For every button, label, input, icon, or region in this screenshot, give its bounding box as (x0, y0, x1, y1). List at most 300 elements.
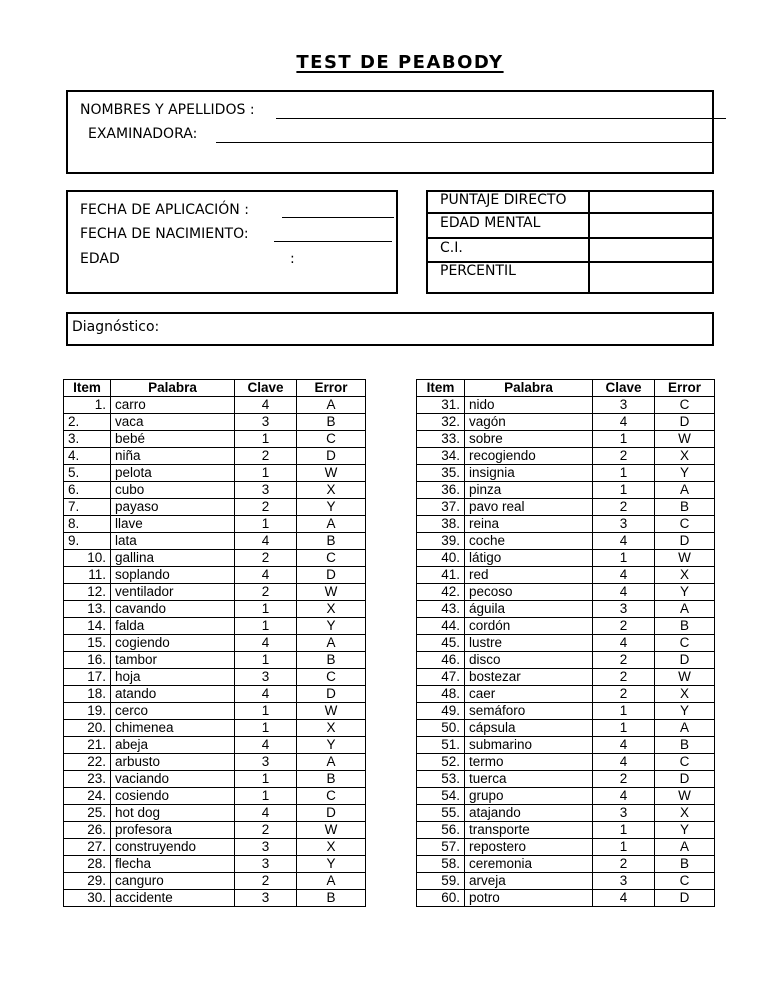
item-key: 4 (593, 890, 655, 907)
item-number: 19. (64, 703, 111, 720)
item-number: 45. (417, 635, 465, 652)
item-key: 4 (593, 414, 655, 431)
item-word: falda (111, 618, 235, 635)
item-word: profesora (111, 822, 235, 839)
item-word: látigo (465, 550, 593, 567)
item-number: 10. (64, 550, 111, 567)
item-error[interactable]: D (297, 567, 366, 584)
item-key: 1 (593, 839, 655, 856)
item-number: 26. (64, 822, 111, 839)
item-word: tambor (111, 652, 235, 669)
item-key: 2 (235, 550, 297, 567)
item-error[interactable]: Y (655, 584, 715, 601)
item-key: 3 (235, 856, 297, 873)
item-word: cubo (111, 482, 235, 499)
item-key: 1 (235, 516, 297, 533)
item-number: 35. (417, 465, 465, 482)
application-date-field[interactable] (282, 217, 394, 218)
item-error[interactable]: X (655, 567, 715, 584)
header-error: Error (297, 380, 366, 397)
item-word: pinza (465, 482, 593, 499)
item-word: insignia (465, 465, 593, 482)
item-number: 56. (417, 822, 465, 839)
item-error[interactable]: B (655, 737, 715, 754)
item-number: 39. (417, 533, 465, 550)
table-row (417, 856, 715, 873)
item-key: 1 (235, 465, 297, 482)
item-error[interactable]: D (297, 448, 366, 465)
item-word: ceremonia (465, 856, 593, 873)
item-error[interactable]: C (655, 516, 715, 533)
table-row (417, 839, 715, 856)
item-key: 4 (593, 533, 655, 550)
item-error[interactable]: C (297, 550, 366, 567)
item-number: 5. (64, 465, 111, 482)
item-word: recogiendo (465, 448, 593, 465)
table-row (64, 584, 366, 601)
item-error[interactable]: C (655, 873, 715, 890)
item-number: 28. (64, 856, 111, 873)
birth-date-label: FECHA DE NACIMIENTO: (80, 226, 249, 242)
item-error[interactable]: C (297, 669, 366, 686)
table-row (64, 499, 366, 516)
table-row (64, 635, 366, 652)
item-word: red (465, 567, 593, 584)
table-row (64, 720, 366, 737)
direct-score-label: PUNTAJE DIRECTO (440, 192, 567, 208)
item-number: 22. (64, 754, 111, 771)
table-header-row (64, 380, 366, 397)
age-label: EDAD (80, 251, 120, 267)
item-number: 59. (417, 873, 465, 890)
item-word: coche (465, 533, 593, 550)
item-number: 37. (417, 499, 465, 516)
item-key: 2 (235, 873, 297, 890)
item-number: 41. (417, 567, 465, 584)
item-error[interactable]: B (297, 771, 366, 788)
item-error[interactable]: X (297, 720, 366, 737)
table-row (417, 669, 715, 686)
table-row (417, 720, 715, 737)
item-error[interactable]: Y (655, 465, 715, 482)
table-row (64, 703, 366, 720)
table-row (64, 618, 366, 635)
item-word: niña (111, 448, 235, 465)
item-word: semáforo (465, 703, 593, 720)
item-error[interactable]: Y (655, 822, 715, 839)
table-row (64, 652, 366, 669)
item-error[interactable]: D (297, 686, 366, 703)
item-word: reina (465, 516, 593, 533)
table-row (64, 431, 366, 448)
item-number: 3. (64, 431, 111, 448)
table-row (64, 533, 366, 550)
item-key: 4 (593, 567, 655, 584)
table-row (417, 754, 715, 771)
item-word: payaso (111, 499, 235, 516)
item-number: 57. (417, 839, 465, 856)
table-row (417, 822, 715, 839)
item-key: 2 (593, 686, 655, 703)
item-number: 25. (64, 805, 111, 822)
table-row (417, 737, 715, 754)
diagnosis-box[interactable] (66, 312, 714, 346)
mental-age-label: EDAD MENTAL (440, 215, 541, 231)
item-word: cordón (465, 618, 593, 635)
item-number: 12. (64, 584, 111, 601)
ci-field[interactable] (592, 241, 710, 259)
item-error[interactable]: X (655, 686, 715, 703)
item-key: 3 (235, 839, 297, 856)
header-key: Clave (593, 380, 655, 397)
table-row (417, 499, 715, 516)
item-error[interactable]: W (297, 584, 366, 601)
item-number: 4. (64, 448, 111, 465)
item-key: 3 (593, 805, 655, 822)
item-key: 1 (235, 788, 297, 805)
table-row (64, 414, 366, 431)
item-error[interactable]: A (297, 516, 366, 533)
item-word: bebé (111, 431, 235, 448)
application-date-label: FECHA DE APLICACIÓN : (80, 202, 249, 218)
item-word: hoja (111, 669, 235, 686)
item-number: 47. (417, 669, 465, 686)
item-key: 4 (235, 397, 297, 414)
item-word: accidente (111, 890, 235, 907)
page-title: TEST DE PEABODY (296, 52, 504, 73)
item-error[interactable]: D (297, 805, 366, 822)
item-number: 20. (64, 720, 111, 737)
item-number: 7. (64, 499, 111, 516)
item-error[interactable]: A (297, 754, 366, 771)
item-key: 1 (235, 652, 297, 669)
item-error[interactable]: B (297, 533, 366, 550)
direct-score-field[interactable] (592, 194, 710, 210)
header-key: Clave (235, 380, 297, 397)
item-error[interactable]: A (297, 397, 366, 414)
item-number: 50. (417, 720, 465, 737)
item-key: 4 (593, 788, 655, 805)
item-word: lata (111, 533, 235, 550)
item-word: cerco (111, 703, 235, 720)
item-key: 2 (235, 499, 297, 516)
item-key: 3 (235, 754, 297, 771)
item-error[interactable]: B (297, 890, 366, 907)
item-key: 1 (235, 601, 297, 618)
table-row (417, 414, 715, 431)
item-number: 46. (417, 652, 465, 669)
item-word: vaciando (111, 771, 235, 788)
item-error[interactable]: D (655, 414, 715, 431)
header-item: Item (417, 380, 465, 397)
table-row (64, 788, 366, 805)
table-row (417, 635, 715, 652)
item-word: pelota (111, 465, 235, 482)
item-number: 6. (64, 482, 111, 499)
table-row (64, 873, 366, 890)
header-error: Error (655, 380, 715, 397)
item-key: 1 (593, 465, 655, 482)
item-number: 52. (417, 754, 465, 771)
table-row (417, 771, 715, 788)
item-number: 14. (64, 618, 111, 635)
item-error[interactable]: Y (297, 618, 366, 635)
item-error[interactable]: B (655, 618, 715, 635)
item-number: 9. (64, 533, 111, 550)
birth-date-field[interactable] (274, 241, 392, 242)
item-key: 2 (235, 584, 297, 601)
item-key: 3 (593, 601, 655, 618)
item-word: transporte (465, 822, 593, 839)
item-number: 15. (64, 635, 111, 652)
item-error[interactable]: D (655, 652, 715, 669)
item-key: 2 (593, 499, 655, 516)
item-word: atando (111, 686, 235, 703)
item-number: 42. (417, 584, 465, 601)
table-row (417, 516, 715, 533)
item-error[interactable]: B (297, 414, 366, 431)
item-key: 4 (593, 737, 655, 754)
item-key: 2 (235, 448, 297, 465)
item-error[interactable]: X (655, 448, 715, 465)
table-row (417, 482, 715, 499)
item-key: 4 (235, 805, 297, 822)
table-row (64, 601, 366, 618)
percentile-label: PERCENTIL (440, 263, 516, 279)
table-row (64, 448, 366, 465)
items-table-right (416, 379, 715, 907)
item-number: 13. (64, 601, 111, 618)
percentile-field[interactable] (592, 265, 710, 291)
age-field[interactable] (78, 292, 196, 293)
item-error[interactable]: W (297, 822, 366, 839)
item-key: 1 (593, 822, 655, 839)
age-colon: : (290, 251, 295, 267)
item-error[interactable]: B (655, 856, 715, 873)
table-row (64, 482, 366, 499)
item-error[interactable]: W (655, 550, 715, 567)
item-number: 24. (64, 788, 111, 805)
item-key: 1 (235, 771, 297, 788)
item-word: cápsula (465, 720, 593, 737)
item-error[interactable]: W (655, 788, 715, 805)
table-row (417, 652, 715, 669)
item-number: 33. (417, 431, 465, 448)
item-number: 32. (417, 414, 465, 431)
items-table-left (63, 379, 366, 907)
item-key: 2 (593, 618, 655, 635)
item-word: arbusto (111, 754, 235, 771)
item-key: 2 (593, 856, 655, 873)
table-row (417, 873, 715, 890)
item-key: 1 (593, 431, 655, 448)
item-key: 3 (593, 516, 655, 533)
item-key: 2 (593, 669, 655, 686)
header-item: Item (64, 380, 111, 397)
table-row (64, 567, 366, 584)
item-number: 38. (417, 516, 465, 533)
item-error[interactable]: Y (297, 856, 366, 873)
item-word: pavo real (465, 499, 593, 516)
item-error[interactable]: C (655, 754, 715, 771)
item-error[interactable]: A (655, 601, 715, 618)
item-number: 51. (417, 737, 465, 754)
item-number: 11. (64, 567, 111, 584)
item-word: flecha (111, 856, 235, 873)
table-row (417, 788, 715, 805)
table-row (417, 533, 715, 550)
scores-divider (588, 190, 590, 294)
table-row (64, 822, 366, 839)
item-error[interactable]: A (297, 873, 366, 890)
item-error[interactable]: W (297, 703, 366, 720)
table-row (417, 567, 715, 584)
scores-row-line (426, 212, 714, 214)
item-error[interactable]: B (297, 652, 366, 669)
item-word: hot dog (111, 805, 235, 822)
item-word: tuerca (465, 771, 593, 788)
item-key: 4 (593, 584, 655, 601)
item-key: 4 (235, 686, 297, 703)
table-row (64, 890, 366, 907)
item-error[interactable]: A (655, 720, 715, 737)
ci-label: C.I. (440, 240, 463, 256)
names-field[interactable] (276, 118, 726, 119)
item-number: 27. (64, 839, 111, 856)
item-number: 58. (417, 856, 465, 873)
item-key: 2 (593, 652, 655, 669)
item-error[interactable]: C (655, 397, 715, 414)
item-number: 54. (417, 788, 465, 805)
item-error[interactable]: D (655, 533, 715, 550)
item-error[interactable]: Y (297, 499, 366, 516)
table-row (64, 839, 366, 856)
examiner-field[interactable] (216, 142, 712, 143)
item-word: chimenea (111, 720, 235, 737)
item-error[interactable]: A (297, 635, 366, 652)
table-row (64, 771, 366, 788)
table-row (64, 550, 366, 567)
item-key: 2 (593, 448, 655, 465)
item-number: 1. (64, 397, 111, 414)
header-word: Palabra (465, 380, 593, 397)
item-error[interactable]: Y (297, 737, 366, 754)
names-label: NOMBRES Y APELLIDOS : (80, 102, 255, 118)
item-number: 48. (417, 686, 465, 703)
item-error[interactable]: C (655, 635, 715, 652)
item-number: 43. (417, 601, 465, 618)
item-error[interactable]: B (655, 499, 715, 516)
item-error[interactable]: X (655, 805, 715, 822)
diagnosis-label: Diagnóstico: (72, 319, 160, 335)
item-number: 23. (64, 771, 111, 788)
item-error[interactable]: Y (655, 703, 715, 720)
table-row (417, 584, 715, 601)
item-number: 30. (64, 890, 111, 907)
item-number: 36. (417, 482, 465, 499)
item-error[interactable]: X (297, 601, 366, 618)
item-word: abeja (111, 737, 235, 754)
item-word: caer (465, 686, 593, 703)
item-number: 8. (64, 516, 111, 533)
item-key: 1 (593, 703, 655, 720)
item-number: 29. (64, 873, 111, 890)
table-row (64, 669, 366, 686)
item-key: 1 (235, 618, 297, 635)
mental-age-field[interactable] (592, 216, 710, 234)
item-error[interactable]: X (297, 482, 366, 499)
item-word: cogiendo (111, 635, 235, 652)
item-key: 3 (593, 873, 655, 890)
item-key: 3 (235, 414, 297, 431)
table-row (417, 397, 715, 414)
item-word: potro (465, 890, 593, 907)
item-key: 1 (593, 482, 655, 499)
item-number: 16. (64, 652, 111, 669)
item-error[interactable]: C (297, 431, 366, 448)
item-key: 1 (235, 431, 297, 448)
item-word: lustre (465, 635, 593, 652)
item-error[interactable]: D (655, 771, 715, 788)
item-word: cosiendo (111, 788, 235, 805)
examiner-label: EXAMINADORA: (88, 126, 198, 142)
item-error[interactable]: X (297, 839, 366, 856)
item-word: cavando (111, 601, 235, 618)
item-error[interactable]: W (655, 431, 715, 448)
header-word: Palabra (111, 380, 235, 397)
table-row (64, 754, 366, 771)
item-word: vagón (465, 414, 593, 431)
item-word: bostezar (465, 669, 593, 686)
table-header-row (417, 380, 715, 397)
table-row (417, 465, 715, 482)
item-key: 4 (593, 754, 655, 771)
table-row (417, 431, 715, 448)
item-word: grupo (465, 788, 593, 805)
item-number: 44. (417, 618, 465, 635)
item-error[interactable]: A (655, 839, 715, 856)
item-word: canguro (111, 873, 235, 890)
item-key: 1 (593, 550, 655, 567)
item-word: atajando (465, 805, 593, 822)
item-word: sobre (465, 431, 593, 448)
item-error[interactable]: D (655, 890, 715, 907)
item-word: arveja (465, 873, 593, 890)
item-word: pecoso (465, 584, 593, 601)
item-word: termo (465, 754, 593, 771)
item-number: 49. (417, 703, 465, 720)
item-error[interactable]: W (655, 669, 715, 686)
table-row (417, 890, 715, 907)
item-error[interactable]: A (655, 482, 715, 499)
table-row (417, 448, 715, 465)
item-error[interactable]: W (297, 465, 366, 482)
item-number: 40. (417, 550, 465, 567)
item-error[interactable]: C (297, 788, 366, 805)
item-number: 18. (64, 686, 111, 703)
item-number: 34. (417, 448, 465, 465)
item-word: nido (465, 397, 593, 414)
item-word: construyendo (111, 839, 235, 856)
table-row (417, 550, 715, 567)
item-word: ventilador (111, 584, 235, 601)
item-key: 3 (593, 397, 655, 414)
item-key: 4 (235, 635, 297, 652)
table-row (64, 465, 366, 482)
table-row (64, 686, 366, 703)
item-word: carro (111, 397, 235, 414)
item-number: 60. (417, 890, 465, 907)
